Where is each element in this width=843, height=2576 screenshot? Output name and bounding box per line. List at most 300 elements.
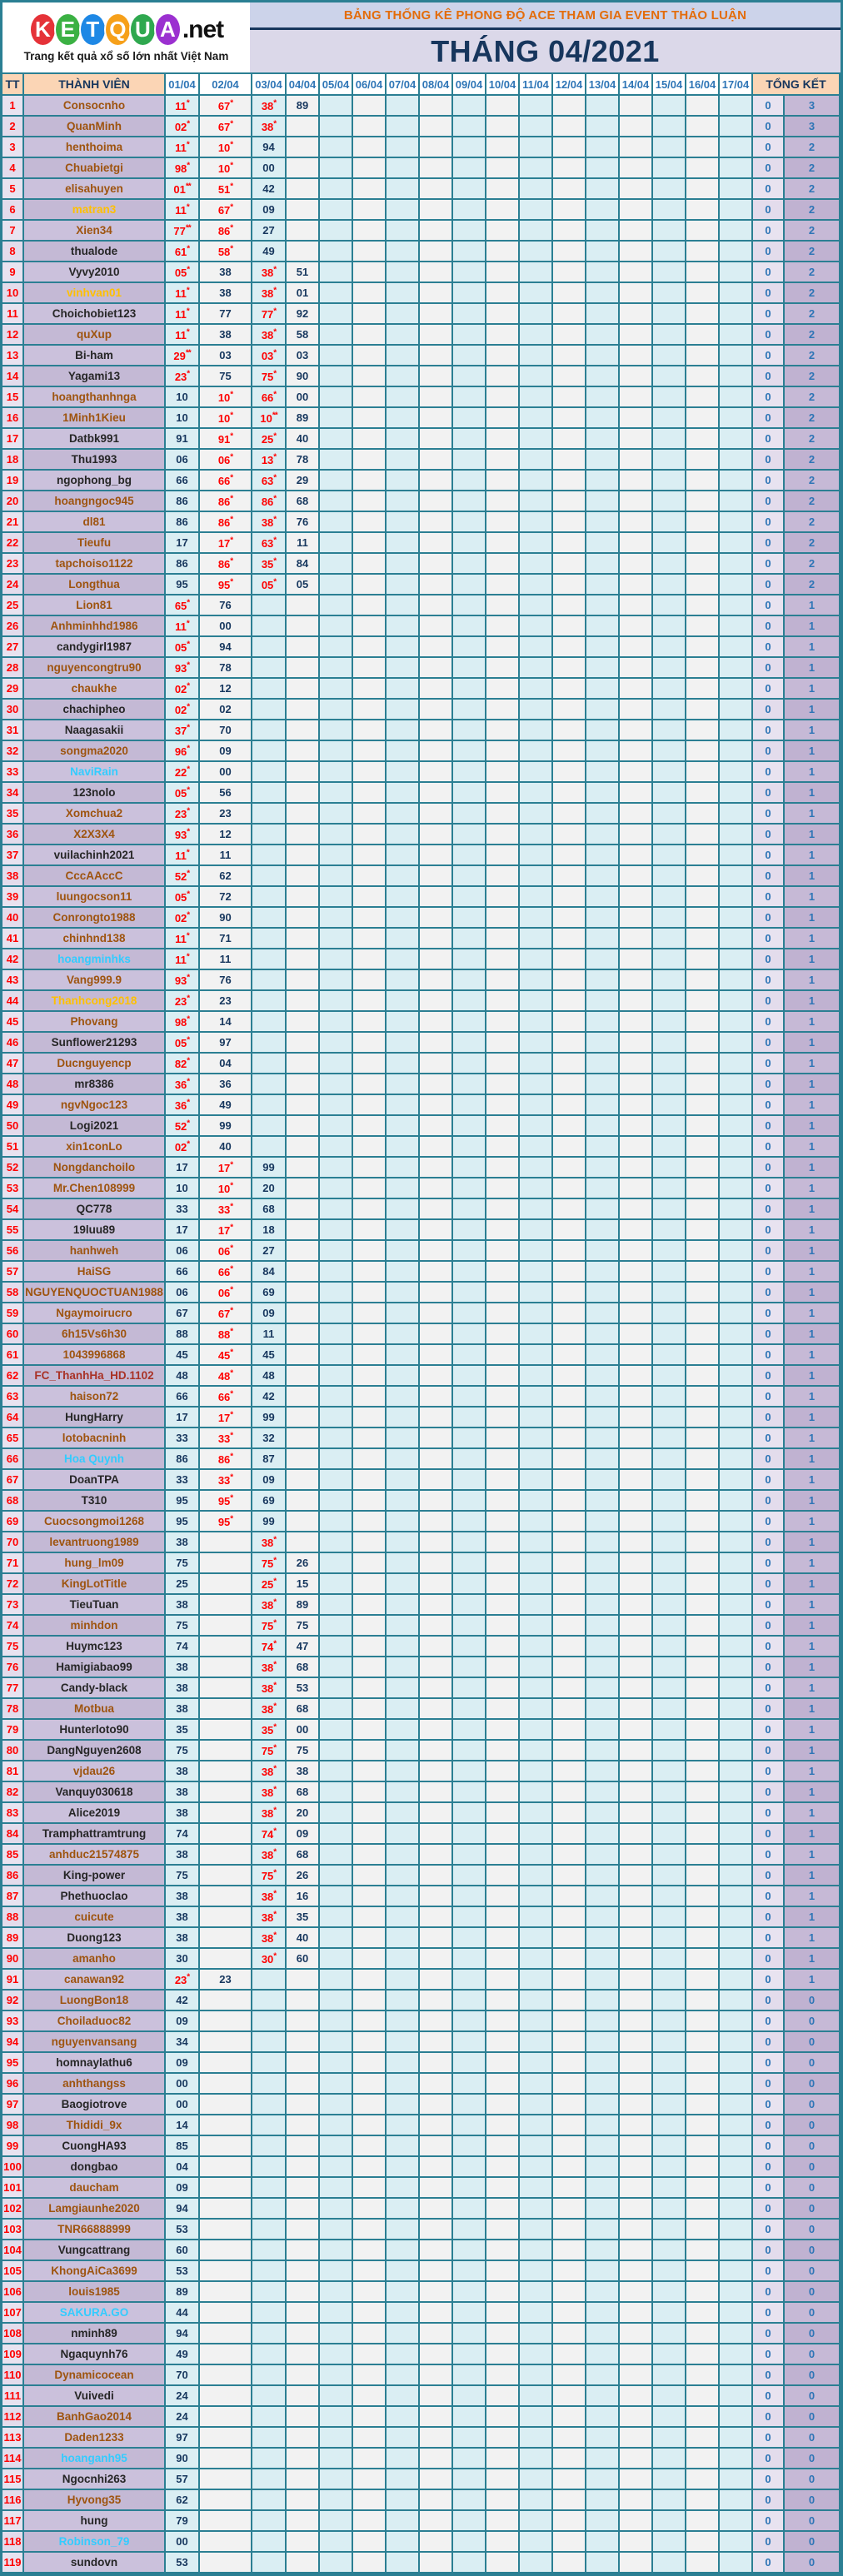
- date-cell-06-04: [353, 408, 387, 429]
- table-row: [2, 2136, 841, 2157]
- table-row: [2, 200, 841, 221]
- date-cell-17-04: [720, 616, 753, 637]
- date-cell-02-04: 10*: [200, 1178, 252, 1199]
- date-cell-01-04: 66: [166, 1387, 200, 1408]
- date-cell-07-04: [387, 1761, 420, 1782]
- date-cell-08-04: [420, 762, 453, 783]
- date-cell-07-04: [387, 720, 420, 741]
- date-cell-08-04: [420, 575, 453, 595]
- date-cell-05-04: [320, 2428, 353, 2449]
- tt-cell: 41: [2, 929, 24, 949]
- date-cell-05-04: [320, 2386, 353, 2407]
- table-row: [2, 2199, 841, 2220]
- date-cell-13-04: [586, 1866, 620, 1886]
- table-row: [2, 1220, 841, 1241]
- date-cell-02-04: 49: [200, 1095, 252, 1116]
- date-cell-13-04: [586, 2011, 620, 2032]
- total-count-cell: 1: [785, 1303, 841, 1324]
- date-cell-11-04: [520, 1324, 553, 1345]
- total-zero-cell: 0: [753, 658, 785, 679]
- date-cell-13-04: [586, 179, 620, 200]
- date-cell-07-04: [387, 970, 420, 991]
- date-cell-12-04: [553, 2115, 586, 2136]
- date-cell-08-04: [420, 595, 453, 616]
- date-cell-09-04: [453, 2282, 486, 2303]
- date-cell-02-04: [200, 2053, 252, 2074]
- table-row: [2, 1158, 841, 1178]
- date-cell-01-04: 96*: [166, 741, 200, 762]
- date-cell-06-04: [353, 908, 387, 929]
- date-cell-15-04: [653, 1449, 686, 1470]
- date-cell-04-04: 01: [287, 283, 320, 304]
- date-cell-09-04: [453, 1907, 486, 1928]
- member-name: vuilachinh2021: [24, 845, 166, 866]
- date-cell-11-04: [520, 1241, 553, 1262]
- date-cell-07-04: [387, 262, 420, 283]
- date-cell-06-04: [353, 970, 387, 991]
- date-cell-02-04: [200, 2074, 252, 2095]
- date-cell-10-04: [486, 2532, 520, 2553]
- date-cell-15-04: [653, 908, 686, 929]
- tt-cell: 81: [2, 1761, 24, 1782]
- date-cell-14-04: [620, 1595, 653, 1616]
- date-cell-03-04: [252, 2220, 287, 2240]
- table-row: [2, 2220, 841, 2240]
- date-cell-08-04: [420, 1199, 453, 1220]
- date-cell-06-04: [353, 1907, 387, 1928]
- total-count-cell: 1: [785, 595, 841, 616]
- date-cell-03-04: 99: [252, 1158, 287, 1178]
- date-cell-11-04: [520, 1678, 553, 1699]
- date-cell-08-04: [420, 1637, 453, 1657]
- date-cell-02-04: 95*: [200, 1491, 252, 1512]
- date-cell-12-04: [553, 2157, 586, 2178]
- member-name: chachipheo: [24, 700, 166, 720]
- date-cell-12-04: [553, 949, 586, 970]
- date-cell-16-04: [686, 741, 720, 762]
- date-cell-16-04: [686, 866, 720, 887]
- date-cell-03-04: 84: [252, 1262, 287, 1283]
- date-cell-02-04: 88*: [200, 1324, 252, 1345]
- date-cell-12-04: [553, 1449, 586, 1470]
- date-cell-04-04: [287, 908, 320, 929]
- date-cell-13-04: [586, 762, 620, 783]
- date-cell-09-04: [453, 1428, 486, 1449]
- date-cell-01-04: 02*: [166, 117, 200, 137]
- date-cell-07-04: [387, 491, 420, 512]
- date-cell-15-04: [653, 2303, 686, 2324]
- total-zero-cell: 0: [753, 2178, 785, 2199]
- date-cell-14-04: [620, 1532, 653, 1553]
- date-cell-16-04: [686, 1345, 720, 1366]
- date-cell-02-04: 67*: [200, 200, 252, 221]
- date-cell-12-04: [553, 2407, 586, 2428]
- table-row: [2, 1553, 841, 1574]
- date-cell-15-04: [653, 2261, 686, 2282]
- date-cell-12-04: [553, 283, 586, 304]
- total-count-cell: 0: [785, 2407, 841, 2428]
- date-cell-01-04: 85: [166, 2136, 200, 2157]
- date-cell-01-04: 09: [166, 2011, 200, 2032]
- date-cell-04-04: [287, 991, 320, 1012]
- date-cell-01-04: 95: [166, 1512, 200, 1532]
- date-header-14-04: 14/04: [620, 72, 653, 96]
- date-cell-16-04: [686, 1033, 720, 1054]
- total-count-cell: 1: [785, 1886, 841, 1907]
- date-cell-14-04: [620, 1137, 653, 1158]
- date-cell-02-04: [200, 1616, 252, 1637]
- date-cell-09-04: [453, 1803, 486, 1824]
- date-cell-05-04: [320, 1387, 353, 1408]
- date-cell-07-04: [387, 96, 420, 117]
- date-cell-11-04: [520, 1303, 553, 1324]
- date-cell-13-04: [586, 2386, 620, 2407]
- date-cell-01-04: 36*: [166, 1074, 200, 1095]
- date-cell-17-04: [720, 1616, 753, 1637]
- date-cell-02-04: [200, 1553, 252, 1574]
- date-cell-02-04: [200, 2032, 252, 2053]
- date-cell-05-04: [320, 1345, 353, 1366]
- total-zero-cell: 0: [753, 2553, 785, 2574]
- date-cell-02-04: 12: [200, 825, 252, 845]
- date-cell-06-04: [353, 1220, 387, 1241]
- date-cell-01-04: 38: [166, 1657, 200, 1678]
- date-cell-04-04: 11: [287, 533, 320, 554]
- total-zero-cell: 0: [753, 1720, 785, 1741]
- date-cell-07-04: [387, 137, 420, 158]
- date-cell-16-04: [686, 2386, 720, 2407]
- date-cell-16-04: [686, 679, 720, 700]
- date-cell-14-04: [620, 1970, 653, 1991]
- table-row: [2, 117, 841, 137]
- date-cell-16-04: [686, 991, 720, 1012]
- date-cell-12-04: [553, 1054, 586, 1074]
- date-cell-06-04: [353, 1428, 387, 1449]
- date-cell-03-04: 75*: [252, 366, 287, 387]
- date-cell-01-04: 70: [166, 2365, 200, 2386]
- total-zero-cell: 0: [753, 1116, 785, 1137]
- date-cell-07-04: [387, 429, 420, 450]
- total-zero-cell: 0: [753, 1824, 785, 1845]
- date-cell-05-04: [320, 949, 353, 970]
- date-cell-05-04: [320, 1720, 353, 1741]
- date-cell-10-04: [486, 908, 520, 929]
- date-cell-08-04: [420, 471, 453, 491]
- date-cell-04-04: 75: [287, 1741, 320, 1761]
- total-count-cell: 1: [785, 1491, 841, 1512]
- date-cell-17-04: [720, 304, 753, 325]
- date-cell-01-04: 09: [166, 2178, 200, 2199]
- date-cell-05-04: [320, 1782, 353, 1803]
- date-cell-05-04: [320, 2532, 353, 2553]
- total-zero-cell: 0: [753, 179, 785, 200]
- total-zero-cell: 0: [753, 949, 785, 970]
- date-cell-16-04: [686, 1262, 720, 1283]
- date-cell-11-04: [520, 679, 553, 700]
- tt-cell: 57: [2, 1262, 24, 1283]
- date-cell-08-04: [420, 1574, 453, 1595]
- table-row: [2, 1241, 841, 1262]
- date-cell-05-04: [320, 117, 353, 137]
- date-cell-15-04: [653, 221, 686, 242]
- date-cell-07-04: [387, 1616, 420, 1637]
- date-cell-13-04: [586, 1824, 620, 1845]
- date-cell-10-04: [486, 783, 520, 804]
- date-cell-11-04: [520, 741, 553, 762]
- date-cell-04-04: [287, 658, 320, 679]
- total-zero-cell: 0: [753, 1470, 785, 1491]
- tt-cell: 80: [2, 1741, 24, 1761]
- date-cell-09-04: [453, 387, 486, 408]
- date-cell-17-04: [720, 1366, 753, 1387]
- date-cell-12-04: [553, 1512, 586, 1532]
- date-cell-11-04: [520, 1012, 553, 1033]
- date-cell-01-04: 53: [166, 2220, 200, 2240]
- total-count-cell: 1: [785, 1408, 841, 1428]
- date-cell-10-04: [486, 2469, 520, 2490]
- table-row: [2, 1470, 841, 1491]
- date-cell-15-04: [653, 2178, 686, 2199]
- date-cell-03-04: 38*: [252, 325, 287, 346]
- date-cell-09-04: [453, 762, 486, 783]
- date-header-03-04: 03/04: [252, 72, 287, 96]
- date-cell-11-04: [520, 825, 553, 845]
- table-row: [2, 1054, 841, 1074]
- date-cell-16-04: [686, 366, 720, 387]
- date-cell-06-04: [353, 2011, 387, 2032]
- date-cell-15-04: [653, 2053, 686, 2074]
- total-zero-cell: 0: [753, 408, 785, 429]
- date-cell-02-04: [200, 1928, 252, 1949]
- date-cell-04-04: [287, 2490, 320, 2511]
- date-cell-03-04: [252, 762, 287, 783]
- date-cell-04-04: [287, 762, 320, 783]
- table-row: [2, 616, 841, 637]
- date-cell-01-04: 44: [166, 2303, 200, 2324]
- member-name: anhthangss: [24, 2074, 166, 2095]
- table-row: [2, 1262, 841, 1283]
- date-cell-17-04: [720, 387, 753, 408]
- date-cell-09-04: [453, 262, 486, 283]
- date-cell-03-04: 38*: [252, 283, 287, 304]
- date-cell-16-04: [686, 2178, 720, 2199]
- date-cell-08-04: [420, 2074, 453, 2095]
- date-cell-17-04: [720, 117, 753, 137]
- date-cell-11-04: [520, 2490, 553, 2511]
- table-row: [2, 762, 841, 783]
- date-cell-10-04: [486, 2136, 520, 2157]
- date-cell-10-04: [486, 1033, 520, 1054]
- date-cell-02-04: [200, 2469, 252, 2490]
- date-cell-17-04: [720, 325, 753, 346]
- date-cell-16-04: [686, 242, 720, 262]
- date-cell-13-04: [586, 1345, 620, 1366]
- date-cell-04-04: [287, 179, 320, 200]
- date-cell-10-04: [486, 970, 520, 991]
- date-cell-17-04: [720, 2428, 753, 2449]
- date-cell-06-04: [353, 1012, 387, 1033]
- date-cell-17-04: [720, 1241, 753, 1262]
- date-cell-14-04: [620, 1491, 653, 1512]
- date-cell-17-04: [720, 346, 753, 366]
- date-cell-01-04: 10: [166, 408, 200, 429]
- total-count-cell: 1: [785, 1366, 841, 1387]
- date-cell-11-04: [520, 1033, 553, 1054]
- date-cell-01-04: 88: [166, 1324, 200, 1345]
- date-cell-16-04: [686, 2053, 720, 2074]
- date-cell-08-04: [420, 2095, 453, 2115]
- date-cell-08-04: [420, 1116, 453, 1137]
- total-count-cell: 1: [785, 1866, 841, 1886]
- date-cell-10-04: [486, 1303, 520, 1324]
- date-cell-02-04: [200, 1949, 252, 1970]
- date-cell-02-04: 06*: [200, 1241, 252, 1262]
- date-cell-01-04: 93*: [166, 825, 200, 845]
- member-name: mr8386: [24, 1074, 166, 1095]
- date-cell-01-04: 11*: [166, 616, 200, 637]
- date-cell-05-04: [320, 2136, 353, 2157]
- date-cell-10-04: [486, 1074, 520, 1095]
- total-count-cell: 2: [785, 512, 841, 533]
- table-row: [2, 1303, 841, 1324]
- date-cell-02-04: [200, 1866, 252, 1886]
- date-cell-15-04: [653, 1033, 686, 1054]
- date-cell-01-04: 00: [166, 2532, 200, 2553]
- total-count-cell: 0: [785, 2449, 841, 2469]
- member-name: Ngaquynh76: [24, 2344, 166, 2365]
- date-cell-06-04: [353, 2032, 387, 2053]
- date-cell-09-04: [453, 1262, 486, 1283]
- date-cell-14-04: [620, 1928, 653, 1949]
- date-cell-06-04: [353, 1637, 387, 1657]
- date-cell-07-04: [387, 2282, 420, 2303]
- date-cell-11-04: [520, 637, 553, 658]
- date-cell-03-04: 13*: [252, 450, 287, 471]
- date-cell-17-04: [720, 179, 753, 200]
- date-cell-15-04: [653, 450, 686, 471]
- date-cell-08-04: [420, 1054, 453, 1074]
- date-cell-03-04: 11: [252, 1324, 287, 1345]
- total-zero-cell: 0: [753, 2344, 785, 2365]
- total-zero-cell: 0: [753, 575, 785, 595]
- date-cell-04-04: [287, 2011, 320, 2032]
- date-cell-02-04: [200, 2365, 252, 2386]
- date-cell-09-04: [453, 908, 486, 929]
- date-cell-03-04: [252, 2282, 287, 2303]
- date-cell-02-04: 62: [200, 866, 252, 887]
- member-name: HungHarry: [24, 1408, 166, 1428]
- date-cell-13-04: [586, 1158, 620, 1178]
- member-name: Huymc123: [24, 1637, 166, 1657]
- date-cell-03-04: 42: [252, 179, 287, 200]
- date-cell-13-04: [586, 2469, 620, 2490]
- date-cell-06-04: [353, 1616, 387, 1637]
- total-count-cell: 2: [785, 179, 841, 200]
- member-name: Ngaymoirucro: [24, 1303, 166, 1324]
- date-cell-16-04: [686, 658, 720, 679]
- date-cell-06-04: [353, 242, 387, 262]
- date-cell-11-04: [520, 471, 553, 491]
- date-cell-12-04: [553, 1803, 586, 1824]
- date-cell-16-04: [686, 783, 720, 804]
- date-cell-07-04: [387, 2074, 420, 2095]
- date-cell-08-04: [420, 616, 453, 637]
- logo-tagline: Trang kết quả xổ số lớn nhất Việt Nam: [23, 50, 229, 62]
- date-cell-10-04: [486, 616, 520, 637]
- total-count-cell: 2: [785, 158, 841, 179]
- date-cell-12-04: [553, 595, 586, 616]
- table-row: [2, 1595, 841, 1616]
- member-name: Robinson_79: [24, 2532, 166, 2553]
- date-cell-06-04: [353, 2344, 387, 2365]
- member-name: CuongHA93: [24, 2136, 166, 2157]
- date-cell-02-04: [200, 1845, 252, 1866]
- date-cell-03-04: [252, 970, 287, 991]
- date-cell-05-04: [320, 408, 353, 429]
- date-cell-08-04: [420, 2220, 453, 2240]
- tt-cell: 50: [2, 1116, 24, 1137]
- tt-cell: 56: [2, 1241, 24, 1262]
- date-cell-04-04: [287, 804, 320, 825]
- date-cell-17-04: [720, 1012, 753, 1033]
- date-cell-04-04: [287, 2282, 320, 2303]
- member-name: Thanhcong2018: [24, 991, 166, 1012]
- member-name: matran3: [24, 200, 166, 221]
- date-cell-14-04: [620, 2053, 653, 2074]
- date-cell-11-04: [520, 1657, 553, 1678]
- date-cell-07-04: [387, 1637, 420, 1657]
- date-cell-06-04: [353, 1074, 387, 1095]
- date-cell-11-04: [520, 1491, 553, 1512]
- date-cell-15-04: [653, 700, 686, 720]
- date-cell-06-04: [353, 1761, 387, 1782]
- date-cell-05-04: [320, 221, 353, 242]
- total-count-cell: 1: [785, 1595, 841, 1616]
- date-cell-12-04: [553, 179, 586, 200]
- date-cell-12-04: [553, 200, 586, 221]
- date-cell-09-04: [453, 283, 486, 304]
- date-cell-17-04: [720, 262, 753, 283]
- date-cell-17-04: [720, 1262, 753, 1283]
- tt-cell: 51: [2, 1137, 24, 1158]
- date-cell-09-04: [453, 1054, 486, 1074]
- date-cell-03-04: [252, 1012, 287, 1033]
- date-cell-13-04: [586, 2344, 620, 2365]
- date-cell-09-04: [453, 179, 486, 200]
- tt-cell: 100: [2, 2157, 24, 2178]
- date-cell-09-04: [453, 1470, 486, 1491]
- tt-cell: 22: [2, 533, 24, 554]
- date-cell-16-04: [686, 533, 720, 554]
- date-cell-14-04: [620, 637, 653, 658]
- tt-cell: 115: [2, 2469, 24, 2490]
- date-cell-12-04: [553, 1345, 586, 1366]
- date-cell-14-04: [620, 325, 653, 346]
- date-cell-12-04: [553, 1241, 586, 1262]
- date-cell-13-04: [586, 346, 620, 366]
- date-cell-06-04: [353, 804, 387, 825]
- date-cell-12-04: [553, 1178, 586, 1199]
- date-cell-12-04: [553, 1366, 586, 1387]
- date-cell-17-04: [720, 1387, 753, 1408]
- date-cell-02-04: 10*: [200, 137, 252, 158]
- date-cell-07-04: [387, 1012, 420, 1033]
- date-cell-02-04: [200, 1741, 252, 1761]
- date-cell-14-04: [620, 2011, 653, 2032]
- date-cell-16-04: [686, 575, 720, 595]
- date-cell-02-04: 00: [200, 616, 252, 637]
- date-cell-16-04: [686, 1824, 720, 1845]
